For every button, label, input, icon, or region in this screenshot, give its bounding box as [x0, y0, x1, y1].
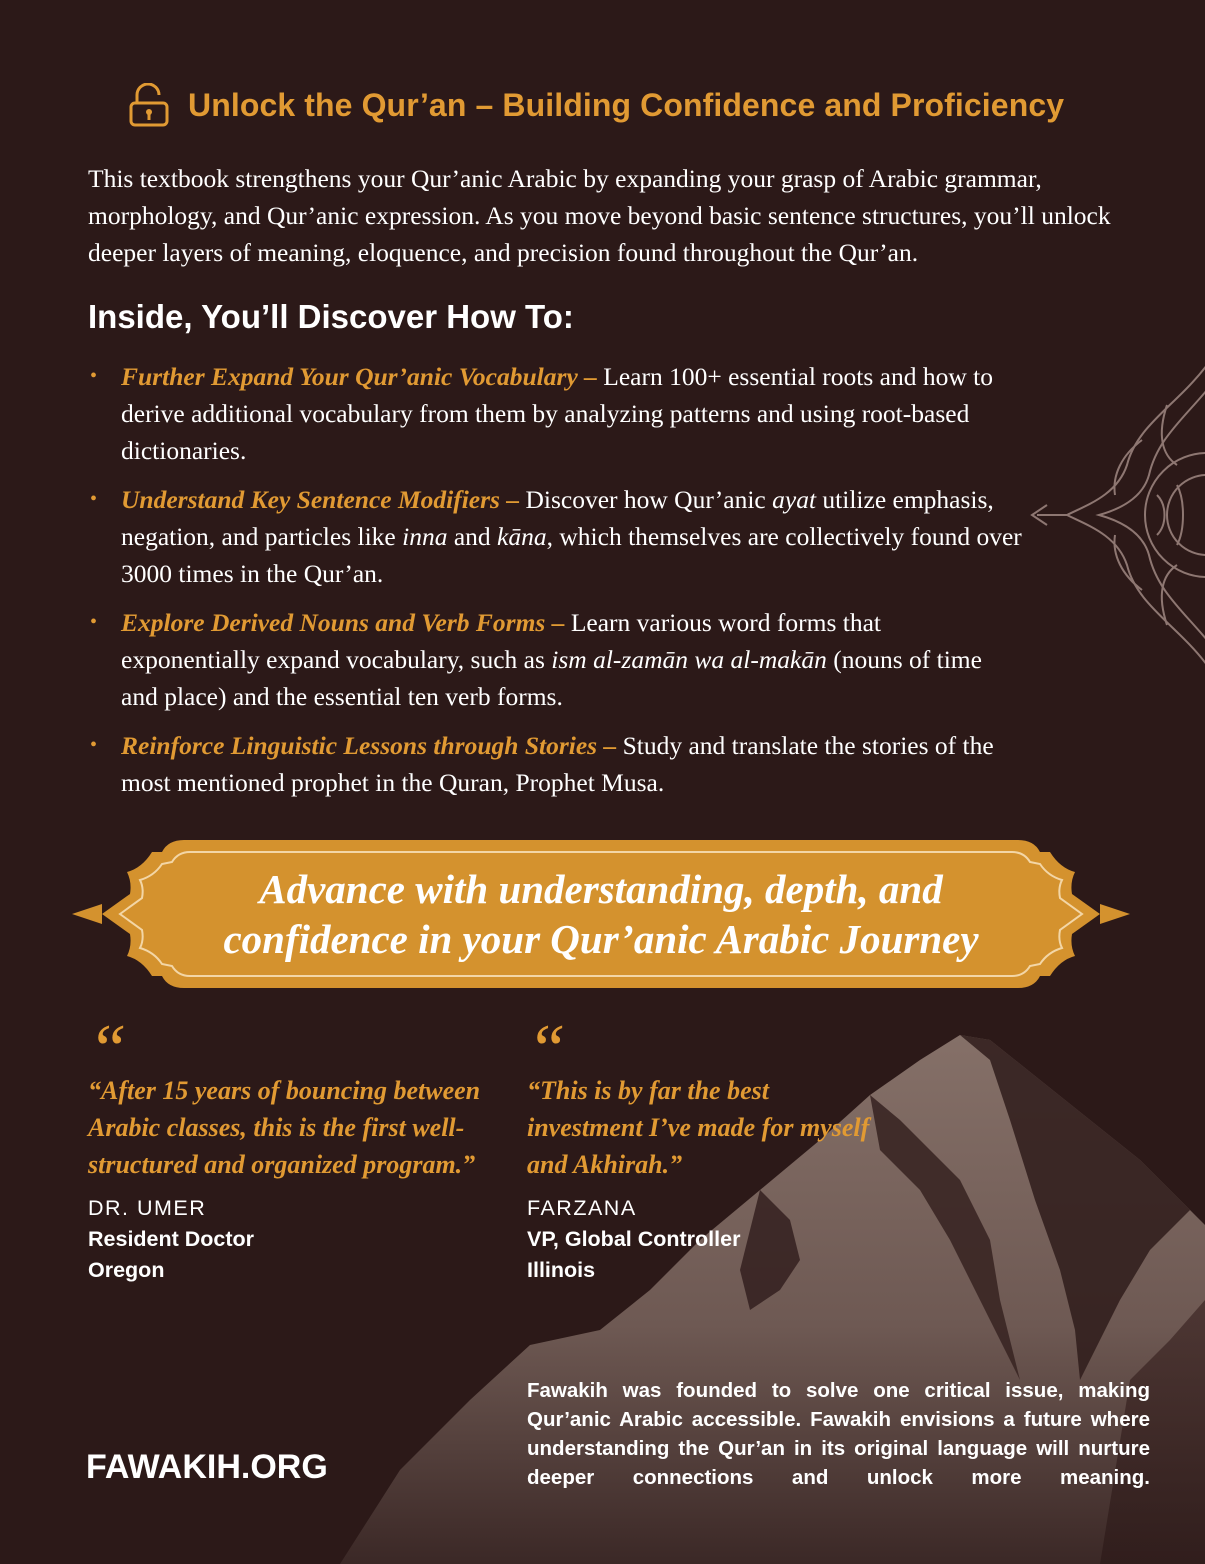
feature-item: [88, 727, 1023, 801]
quote-mark-icon: “: [527, 1011, 566, 1088]
testimonial-quote: “This is by far the best investment I’ve made for myself and Akhirah.”: [527, 1076, 870, 1179]
term-italic: inna: [402, 522, 448, 551]
page-title: Unlock the Qur’an – Building Confidence and Proficiency: [188, 86, 1065, 123]
term-italic: ayat: [772, 485, 817, 514]
testimonial-location: Illinois: [527, 1258, 596, 1282]
testimonial: [88, 1011, 488, 1286]
feature-item: [88, 358, 1023, 469]
feature-list: [88, 358, 1023, 813]
bullet-icon: •: [90, 365, 98, 387]
website-link[interactable]: FAWAKIH.ORG: [86, 1448, 328, 1486]
feature-title: Further Expand Your Qur’anic Vocabulary –: [121, 362, 597, 391]
testimonial: [527, 1011, 887, 1286]
testimonial-role: Resident Doctor: [88, 1227, 255, 1251]
testimonial-quote: “After 15 years of bouncing between Arabic classes, this is the first well-structured and organized program.”: [88, 1076, 481, 1179]
testimonial-role: VP, Global Controller: [527, 1227, 741, 1251]
intro-paragraph: This textbook strengthens your Qur’anic Arabic by expanding your grasp of Arabic grammar, morphology, and Qur’anic expression. As you move beyond basic sentence structures, you’ll unlock deeper layers of meaning, eloquence, and precision found throughout the Qur’an.: [88, 164, 1111, 267]
feature-title: Explore Derived Nouns and Verb Forms –: [121, 608, 565, 637]
feature-text: , which themselves are collectively found over 3000 times in the Qur’an.: [121, 522, 1022, 588]
feature-title: Reinforce Linguistic Lessons through Stories –: [121, 731, 617, 760]
bullet-icon: •: [90, 488, 98, 510]
quote-mark-icon: “: [88, 1011, 127, 1088]
feature-item: [88, 604, 1023, 715]
section-heading: Inside, You’ll Discover How To:: [88, 298, 574, 335]
lock-icon: [128, 83, 170, 127]
tagline-banner: [72, 838, 1130, 990]
term-italic: ism al-zamān wa al-makān: [551, 645, 827, 674]
testimonial-author: DR. UMER: [88, 1196, 207, 1220]
bullet-icon: •: [90, 611, 98, 633]
feature-text: Discover how Qur’anic: [519, 485, 773, 514]
feature-item: [88, 481, 1023, 592]
feature-text: Learn 100+ essential roots and how to derive additional vocabulary from them by analyzing patterns and using root-based dictionaries.: [121, 362, 993, 465]
banner-text: [72, 864, 1130, 964]
about-paragraph: Fawakih was founded to solve one critical issue, making Qur’anic Arabic accessible. Fawakih envisions a future where understanding the Qur’an in its original language will nurture deeper connections and unlock more meaning.: [527, 1379, 1150, 1489]
testimonial-author: FARZANA: [527, 1196, 637, 1220]
testimonial-location: Oregon: [88, 1258, 165, 1282]
feature-text: and: [447, 522, 498, 551]
feature-title: Understand Key Sentence Modifiers –: [121, 485, 520, 514]
feature-text: Study and translate the stories of the most mentioned prophet in the Quran, Prophet Musa.: [121, 731, 994, 797]
banner-line-2: confidence in your Qur’anic Arabic Journey: [223, 916, 979, 962]
feature-text: utilize emphasis, negation, and particles like: [121, 485, 994, 551]
feature-text: Learn various word forms that exponentially expand vocabulary, such as: [121, 608, 882, 674]
term-italic: kāna: [497, 522, 547, 551]
mandala-decoration: [1027, 345, 1205, 685]
header: [128, 83, 1064, 127]
bullet-icon: •: [90, 734, 98, 756]
banner-line-1: Advance with understanding, depth, and: [259, 866, 943, 912]
feature-text: (nouns of time and place) and the essential ten verb forms.: [121, 645, 982, 711]
